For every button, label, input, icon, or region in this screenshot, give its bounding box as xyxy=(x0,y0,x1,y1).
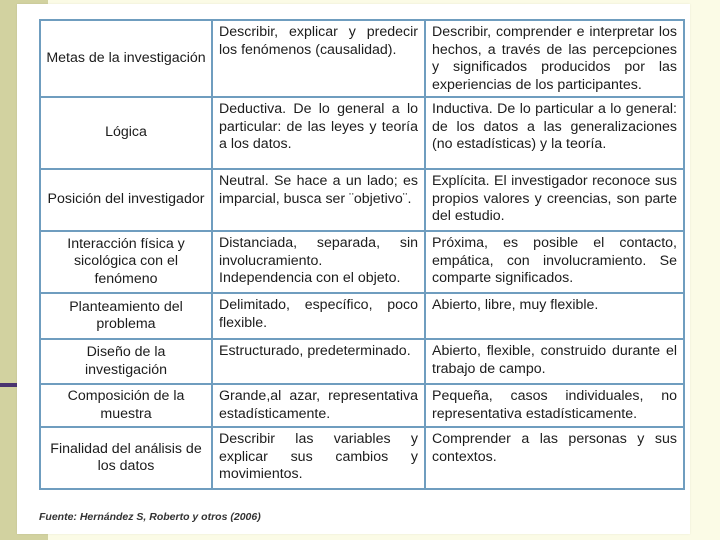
aspect-cell: Diseño de la investigación xyxy=(40,339,212,384)
quantitative-cell: Grande,al azar, representativa estadísticamente. xyxy=(212,384,425,427)
quantitative-cell: Neutral. Se hace a un lado; es imparcial, busca ser ¨objetivo¨. xyxy=(212,169,425,231)
aspect-cell: Composición de la muestra xyxy=(40,384,212,427)
quantitative-cell: Deductiva. De lo general a lo particular: de las leyes y teoría a los datos. xyxy=(212,97,425,169)
qualitative-cell: Abierto, flexible, construido durante el trabajo de campo. xyxy=(425,339,684,384)
quantitative-cell: Describir las variables y explicar sus cambios y movimientos. xyxy=(212,427,425,489)
table-row xyxy=(40,97,684,169)
qualitative-cell: Describir, comprender e interpretar los hechos, a través de las percepciones y significados producidos por las experiencias de los participantes. xyxy=(425,20,684,97)
source-note: Fuente: Hernández S, Roberto y otros (2006) xyxy=(39,511,261,523)
slide-card xyxy=(17,4,690,534)
table-row xyxy=(40,231,684,293)
table-row xyxy=(40,384,684,427)
aspect-cell: Posición del investigador xyxy=(40,169,212,231)
qualitative-cell: Abierto, libre, muy flexible. xyxy=(425,293,684,339)
table-row xyxy=(40,427,684,489)
qualitative-cell: Próxima, es posible el contacto, empática, con involucramiento. Se comparte significados. xyxy=(425,231,684,293)
table-row xyxy=(40,169,684,231)
qualitative-cell: Pequeña, casos individuales, no representativa estadísticamente. xyxy=(425,384,684,427)
aspect-cell: Finalidad del análisis de los datos xyxy=(40,427,212,489)
aspect-cell: Interacción física y sicológica con el fenómeno xyxy=(40,231,212,293)
comparison-table xyxy=(39,19,685,490)
table-row xyxy=(40,20,684,97)
aspect-cell: Lógica xyxy=(40,97,212,169)
qualitative-cell: Comprender a las personas y sus contextos. xyxy=(425,427,684,489)
aspect-cell: Metas de la investigación xyxy=(40,20,212,97)
quantitative-cell: Estructurado, predeterminado. xyxy=(212,339,425,384)
qualitative-cell: Explícita. El investigador reconoce sus propios valores y creencias, son parte del estudio. xyxy=(425,169,684,231)
table-row xyxy=(40,293,684,339)
quantitative-cell: Describir, explicar y predecir los fenómenos (causalidad). xyxy=(212,20,425,97)
table-row xyxy=(40,339,684,384)
aspect-cell: Planteamiento del problema xyxy=(40,293,212,339)
quantitative-cell: Delimitado, específico, poco flexible. xyxy=(212,293,425,339)
qualitative-cell: Inductiva. De lo particular a lo general: de los datos a las generalizaciones (no estadísticas) y la teoría. xyxy=(425,97,684,169)
quantitative-cell: Distanciada, separada, sin involucramiento. Independencia con el objeto. xyxy=(212,231,425,293)
